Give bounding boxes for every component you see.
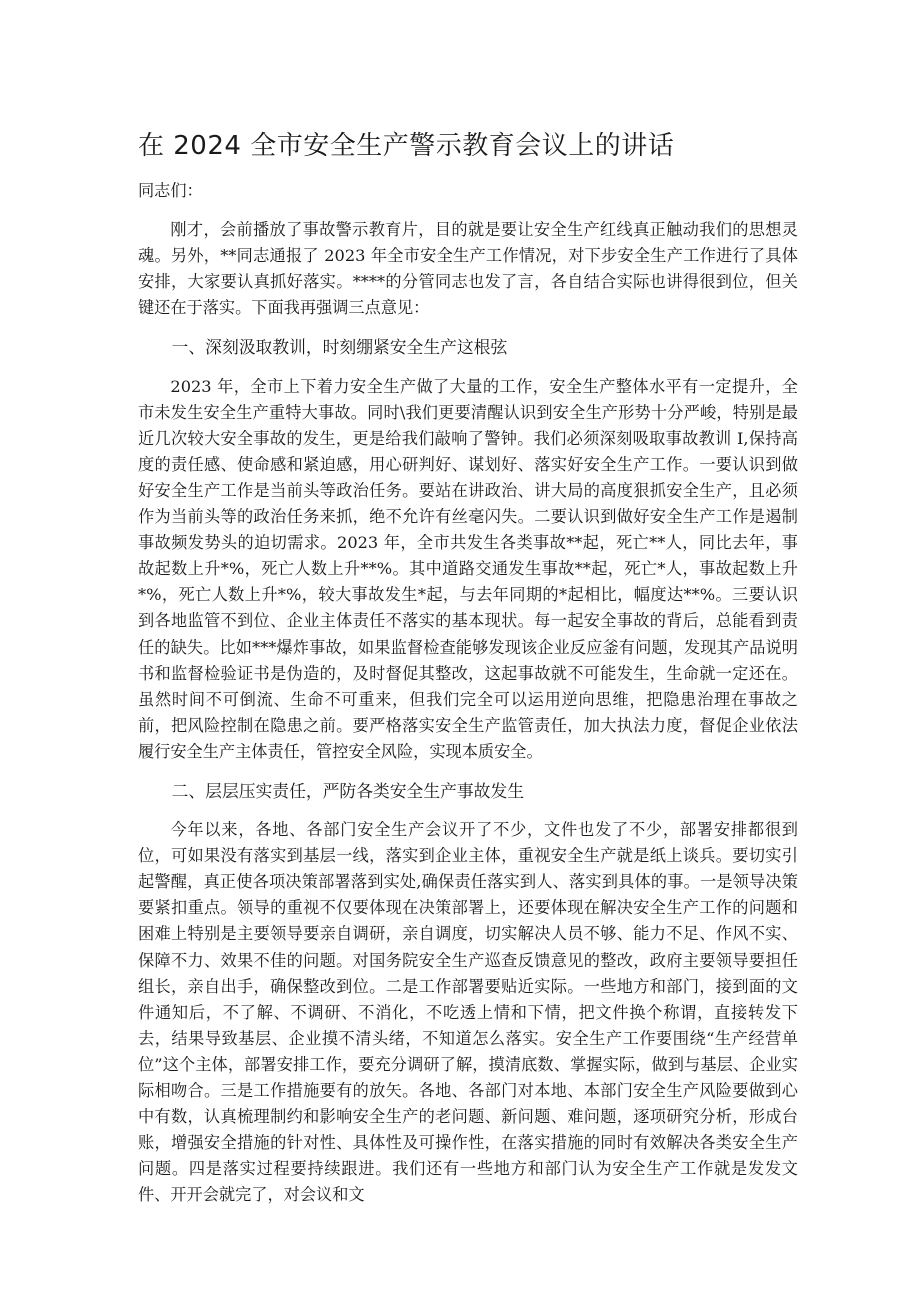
intro-paragraph: 刚才，会前播放了事故警示教育片，目的就是要让安全生产红线真正触动我们的思想灵魂。另外，**同志通报了 2023 年全市安全生产工作情况，对下步安全生产工作进行了具体安排，大家要认真抓好落实。****的分管同志也发了言，各自结合实际也讲得很到位，但关键还在于落实。下面我再强调三点意见： [138,220,798,318]
section-2-paragraph: 今年以来，各地、各部门安全生产会议开了不少，文件也发了不少，部署安排都很到位，可如果没有落实到基层一线，落实到企业主体，重视安全生产就是纸上谈兵。要切实引起警醒，真正使各项决策部署落到实处,确保责任落实到人、落实到具体的事。一是领导决策要紧扣重点。领导的重视不仅要体现在决策部署上，还要体现在解决安全生产工作的问题和困难上特别是主要领导要亲自调研，亲自调度，切实解决人员不够、能力不足、作风不实、保障不力、效果不佳的问题。对国务院安全生产巡查反馈意见的整改，政府主要领导要担任组长，亲自出手，确保整改到位。二是工作部署要贴近实际。一些地方和部门，接到面的文件通知后，不了解、不调研、不消化，不吃透上情和下情，把文件换个称谓，直接转发下去，结果导致基层、企业摸不清头绪，不知道怎么落实。安全生产工作要围绕“生产经营单位”这个主体，部署安排工作，要充分调研了解，摸清底数、掌握实际，做到与基层、企业实际相吻合。三是工作措施要有的放矢。各地、各部门对本地、本部门安全生产风险要做到心中有数，认真梳理制约和影响安全生产的老问题、新问题、难问题，逐项研究分析，形成台账，增强安全措施的针对性、具体性及可操作性，在落实措施的同时有效解决各类安全生产问题。四是落实过程要持续跟进。我们还有一些地方和部门认为安全生产工作就是发发文件、开开会就完了，对会议和文 [138,820,798,1205]
section-2-heading: 二、层层压实责任，严防各类安全生产事故发生 [171,780,525,801]
salutation: 同志们： [138,181,203,200]
document-body [138,178,798,1221]
section-1-heading: 一、深刻汲取教训，时刻绷紧安全生产这根弦 [171,337,508,358]
section-1-paragraph: 2023 年，全市上下着力安全生产做了大量的工作，安全生产整体水平有一定提升，全市未发生安全生产重特大事故。同时\我们更要清醒认识到安全生产形势十分严峻，特别是最近几次较大安全事故的发生，更是给我们敲响了警钟。我们必须深刻吸取事故教训 I,保持高度的责任感、使命感和紧迫感，用心研判好、谋划好、落实好安全生产工作。一要认识到做好安全生产工作是当前头等政治任务。要站在讲政治、讲大局的高度狠抓安全生产，且必须作为当前头等的政治任务来抓，绝不允许有丝毫闪失。二要认识到做好安全生产工作是遏制事故频发势头的迫切需求。2023 年，全市共发生各类事故**起，死亡**人，同比去年，事故起数上升*%，死亡人数上升**%。其中道路交通发生事故**起，死亡*人，事故起数上升*%，死亡人数上升*%，较大事故发生*起，与去年同期的*起相比，幅度达**%。三要认识到各地监管不到位、企业主体责任不落实的基本现状。每一起安全事故的背后，总能看到责任的缺失。比如***爆炸事故，如果监督检查能够发现该企业反应釜有问题，发现其产品说明书和监督检验证书是伪造的，及时督促其整改，这起事故就不可能发生，生命就一定还在。虽然时间不可倒流、生命不可重来，但我们完全可以运用逆向思维，把隐患治理在事故之前，把风险控制在隐患之前。要严格落实安全生产监管责任，加大执法力度，督促企业依法履行安全生产主体责任，管控安全风险，实现本质安全。 [138,376,798,761]
page-title: 在 2024 全市安全生产警示教育会议上的讲话 [138,131,675,161]
